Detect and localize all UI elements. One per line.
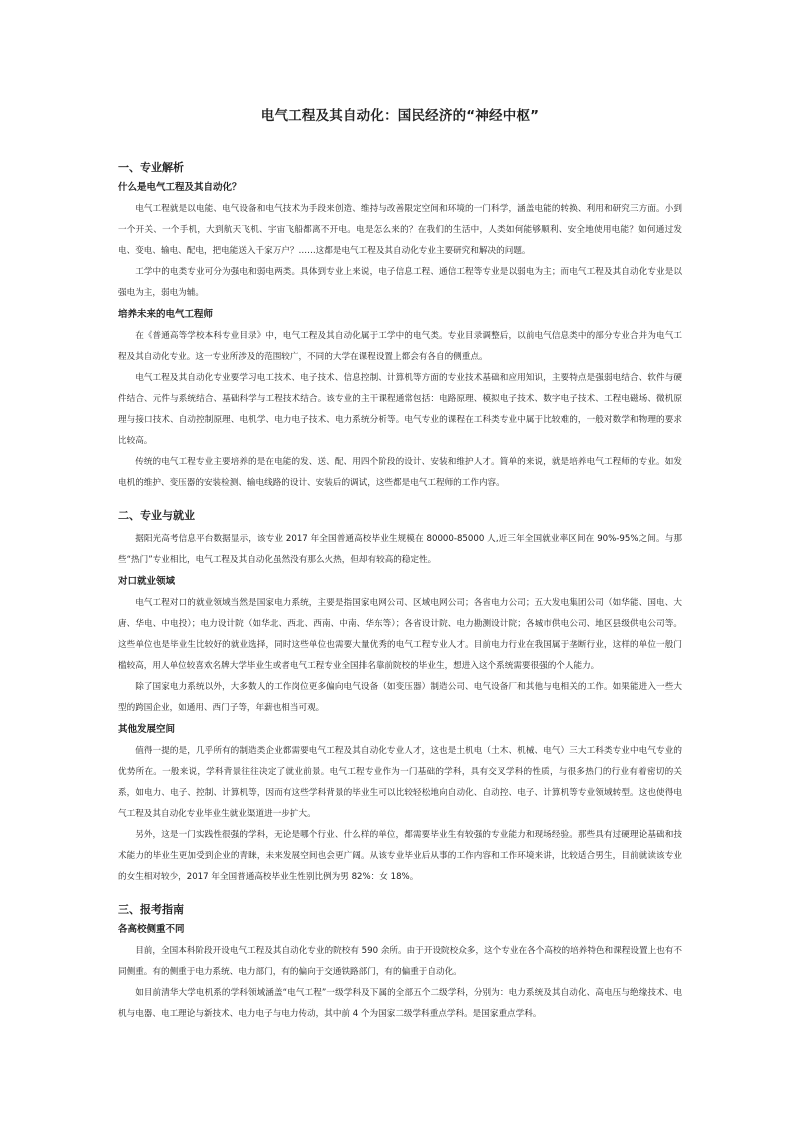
- paragraph: 传统的电气工程专业主要培养的是在电能的发、送、配、用四个阶段的设计、安装和维护人才。简单的来说，就是培养电气工程师的专业。如发电机的维护、变压器的安装检测、输电线路的设计、安装后的调试，这些都是电气工程师的工作内容。: [118, 457, 682, 488]
- paragraph: 工学中的电类专业可分为强电和弱电两类。具体到专业上来说，电子信息工程、通信工程等专业是以弱电为主；而电气工程及其自动化专业是以强电为主，弱电为辅。: [118, 267, 682, 298]
- section-heading: 三、报考指南: [118, 903, 184, 916]
- paragraph: 据阳光高考信息平台数据显示，该专业 2017 年全国普通高校毕业生规模在 80000-85000 人,近三年全国就业率区间在 90%-95%之间。与那些“热门”专业相比，电气工程及其自动化虽然没有那么火热，但却有较高的稳定性。: [118, 534, 682, 565]
- paragraph: 电气工程就是以电能、电气设备和电气技术为手段来创造、维持与改善限定空间和环境的一门科学，涵盖电能的转换、利用和研究三方面。小到一个开关、一个手机，大到航天飞机、宇宙飞船都离不开电。电是怎么来的？在我们的生活中，人类如何能够顺利、安全地使用电能？如何通过发电、变电、输电、配电，把电能送入千家万户？……这都是电气工程及其自动化专业主要研究和解决的问题。: [118, 204, 682, 256]
- subheading: 培养未来的电气工程师: [118, 309, 214, 320]
- subheading: 其他发展空间: [118, 724, 176, 735]
- paragraph: 电气工程及其自动化专业要学习电工技术、电子技术、信息控制、计算机等方面的专业技术基础和应用知识，主要特点是强弱电结合、软件与硬件结合、元件与系统结合、基础科学与工程技术结合。该专业的主干课程通常包括：电路原理、模拟电子技术、数字电子技术、工程电磁场、微机原理与接口技术、自动控制原理、电机学、电力电子技术、电力系统分析等。电气专业的课程在工科类专业中属于比较难的，一般对数学和物理的要求比较高。: [118, 373, 682, 446]
- paragraph: 如目前清华大学电机系的学科领域涵盖“电气工程”一级学科及下属的全部五个二级学科，分别为：电力系统及其自动化、高电压与绝缘技术、电机与电器、电工理论与新技术、电力电子与电力传动，其中前 4 个为国家二级学科重点学科。是国家重点学科。: [118, 988, 682, 1019]
- paragraph: 另外，这是一门实践性很强的学科，无论是哪个行业、什么样的单位，都需要毕业生有较强的专业能力和现场经验。那些具有过硬理论基础和技术能力的毕业生更加受到企业的青睐，未来发展空间也会更广阔。从该专业毕业后从事的工作内容和工作环境来讲，比较适合男生，目前就读该专业的女生相对较少，2017 年全国普通高校毕业生性别比例为男 82%：女 18%。: [118, 830, 682, 882]
- paragraph: 值得一提的是，几乎所有的制造类企业都需要电气工程及其自动化专业人才，这也是土机电（土木、机械、电气）三大工科类专业中电气专业的优势所在。一般来说，学科背景往往决定了就业前景。电气工程专业作为一门基础的学科，具有交叉学科的性质，与很多热门的行业有着密切的关系，如电力、电子、控制、计算机等，因而有这些学科背景的毕业生可以比较轻松地向自动化、自动控、电子、计算机等专业领域转型。这也使得电气工程及其自动化专业毕业生就业渠道进一步扩大。: [118, 746, 682, 819]
- subheading: 对口就业领域: [118, 576, 176, 587]
- document-title: 电气工程及其自动化：国民经济的“神经中枢”: [260, 108, 540, 124]
- section-heading: 一、专业解析: [118, 161, 184, 174]
- paragraph: 在《普通高等学校本科专业目录》中，电气工程及其自动化属于工学中的电气类。专业目录调整后，以前电气信息类中的部分专业合并为电气工程及其自动化专业。这一专业所涉及的范围较广，不同的大学在课程设置上都会有各自的侧重点。: [118, 331, 682, 362]
- section-heading: 二、专业与就业: [118, 509, 195, 522]
- paragraph: 目前，全国本科阶段开设电气工程及其自动化专业的院校有 590 余所。由于开设院校众多，这个专业在各个高校的培养特色和课程设置上也有不同侧重。有的侧重于电力系统、电力部门，有的偏向于交通铁路部门，有的偏重于自动化。: [118, 946, 682, 977]
- paragraph: 电气工程对口的就业领域当然是国家电力系统，主要是指国家电网公司、区域电网公司；各省电力公司；五大发电集团公司（如华能、国电、大唐、华电、中电投）；电力设计院（如华北、西北、西南、中南、华东等）；各省设计院、电力勘测设计院；各城市供电公司、地区县级供电公司等。这些单位也是毕业生比较好的就业选择，同时这些单位也需要大量优秀的电气工程专业人才。目前电力行业在我国属于垄断行业，这样的单位一般门槛较高，用人单位较喜欢名牌大学毕业生或者电气工程专业全国排名靠前院校的毕业生，想进入这个系统需要很强的个人能力。: [118, 598, 682, 671]
- subheading: 什么是电气工程及其自动化？: [118, 182, 242, 193]
- subheading: 各高校侧重不同: [118, 924, 185, 935]
- paragraph: 除了国家电力系统以外，大多数人的工作岗位更多偏向电气设备（如变压器）制造公司、电气设备厂和其他与电相关的工作。如果能进入一些大型的跨国企业，如通用、西门子等，年薪也相当可观。: [118, 682, 682, 713]
